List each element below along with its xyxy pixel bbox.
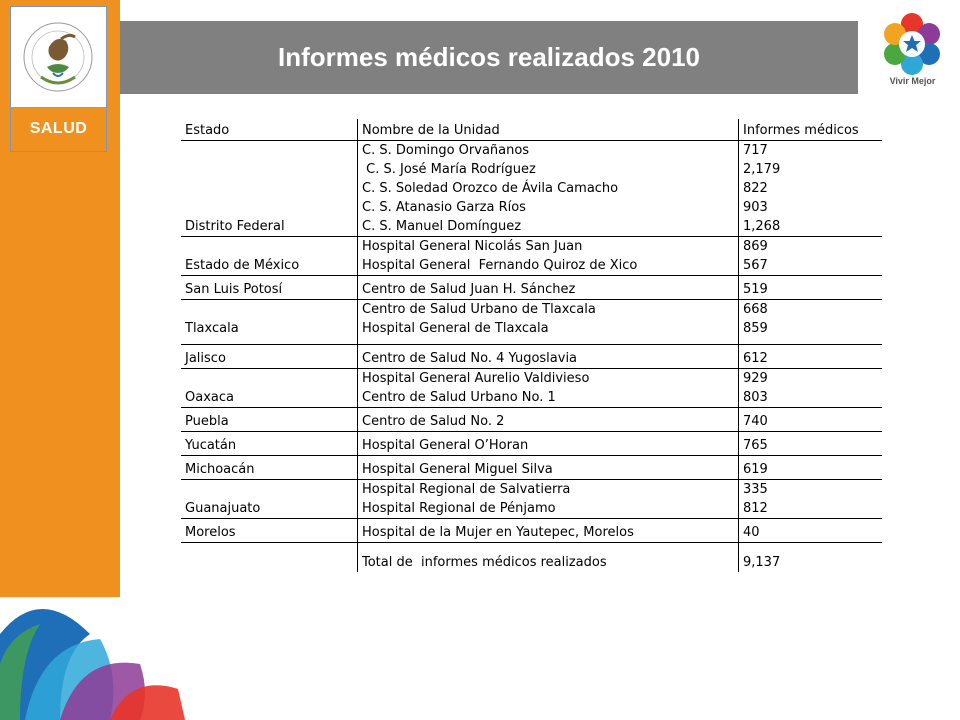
cell-informes <box>739 519 883 543</box>
table-row <box>181 237 882 276</box>
unidad-name: C. S. José María Rodríguez <box>362 162 536 177</box>
cell-unidades <box>358 519 739 543</box>
informe-value: 619 <box>743 462 768 477</box>
cell-unidades <box>358 237 739 276</box>
salud-label: SALUD <box>29 120 88 137</box>
informe-value: 519 <box>743 282 768 297</box>
header-unidad: Nombre de la Unidad <box>358 119 739 141</box>
total-label: Total de informes médicos realizados <box>358 543 739 573</box>
unidad-name: Centro de Salud Urbano No. 1 <box>362 390 556 405</box>
table-row <box>181 480 882 519</box>
cell-informes <box>739 432 883 456</box>
cell-unidades <box>358 141 739 237</box>
informe-value: 765 <box>743 438 768 453</box>
cell-informes <box>739 408 883 432</box>
cell-estado: Jalisco <box>181 345 358 369</box>
unidad-name: C. S. Soledad Orozco de Ávila Camacho <box>362 181 619 196</box>
informe-value: 717 <box>743 143 768 158</box>
cell-unidades <box>358 345 739 369</box>
cell-estado: Guanajuato <box>181 480 358 519</box>
cell-estado: Morelos <box>181 519 358 543</box>
cell-unidades <box>358 300 739 345</box>
unidad-name: Hospital General O’Horan <box>362 438 529 453</box>
title-banner <box>120 21 858 94</box>
table-row <box>181 369 882 408</box>
unidad-name: Centro de Salud No. 2 <box>362 414 505 429</box>
total-row <box>181 543 882 573</box>
unidad-name: C. S. Domingo Orvañanos <box>362 143 530 158</box>
cell-estado: San Luis Potosí <box>181 276 358 300</box>
cell-informes <box>739 456 883 480</box>
cell-informes <box>739 141 883 237</box>
informe-value: 2,179 <box>743 162 781 177</box>
table-row <box>181 300 882 345</box>
informe-value: 40 <box>743 525 760 540</box>
vivir-mejor-logo-text: Vivir Mejor <box>889 76 936 86</box>
header-informes: Informes médicos <box>739 119 883 141</box>
informe-value: 335 <box>743 482 768 497</box>
unidad-name: Centro de Salud Urbano de Tlaxcala <box>362 302 596 317</box>
crest-area <box>11 7 106 107</box>
mexico-coat-of-arms-icon <box>11 7 106 107</box>
informes-table <box>181 119 882 572</box>
table-row <box>181 345 882 369</box>
unidad-name: C. S. Manuel Domínguez <box>362 219 522 234</box>
unidad-name: Hospital General Fernando Quiroz de Xico <box>362 258 638 273</box>
unidad-name: Centro de Salud Juan H. Sánchez <box>362 282 576 297</box>
decorative-swirl <box>0 594 185 720</box>
cell-unidades <box>358 369 739 408</box>
table-row <box>181 432 882 456</box>
cell-estado: Tlaxcala <box>181 300 358 345</box>
informe-value: 612 <box>743 351 768 366</box>
total-empty-cell <box>181 543 358 573</box>
unidad-name: C. S. Atanasio Garza Ríos <box>362 200 526 215</box>
total-value: 9,137 <box>739 543 883 573</box>
informe-value: 668 <box>743 302 768 317</box>
cell-estado: Michoacán <box>181 456 358 480</box>
unidad-name: Hospital Regional de Salvatierra <box>362 482 571 497</box>
table-body <box>181 119 882 572</box>
informe-value: 903 <box>743 200 768 215</box>
cell-informes <box>739 237 883 276</box>
cell-informes <box>739 276 883 300</box>
informe-value: 567 <box>743 258 768 273</box>
cell-unidades <box>358 408 739 432</box>
unidad-name: Centro de Salud No. 4 Yugoslavia <box>362 351 578 366</box>
table-header-row <box>181 119 882 141</box>
table-row <box>181 276 882 300</box>
cell-estado: Puebla <box>181 408 358 432</box>
informe-value: 929 <box>743 371 768 386</box>
page-title: Informes médicos realizados 2010 <box>278 42 700 72</box>
informe-value: 859 <box>743 321 768 336</box>
table-row <box>181 408 882 432</box>
header-estado: Estado <box>181 119 358 141</box>
unidad-name: Hospital de la Mujer en Yautepec, Morelos <box>362 525 634 540</box>
cell-unidades <box>358 480 739 519</box>
cell-informes <box>739 369 883 408</box>
unidad-name: Hospital Regional de Pénjamo <box>362 501 556 516</box>
cell-informes <box>739 480 883 519</box>
cell-unidades <box>358 456 739 480</box>
unidad-name: Hospital General Miguel Silva <box>362 462 553 477</box>
informe-value: 740 <box>743 414 768 429</box>
cell-informes <box>739 300 883 345</box>
cell-estado: Estado de México <box>181 237 358 276</box>
informe-value: 812 <box>743 501 768 516</box>
cell-estado: Oaxaca <box>181 369 358 408</box>
cell-unidades <box>358 276 739 300</box>
salud-logo <box>10 6 107 152</box>
informe-value: 869 <box>743 239 768 254</box>
unidad-name: Hospital General de Tlaxcala <box>362 321 549 336</box>
cell-estado: Yucatán <box>181 432 358 456</box>
table-row <box>181 519 882 543</box>
informe-value: 803 <box>743 390 768 405</box>
informe-value: 822 <box>743 181 768 196</box>
table-row <box>181 456 882 480</box>
cell-informes <box>739 345 883 369</box>
cell-unidades <box>358 432 739 456</box>
cell-estado: Distrito Federal <box>181 141 358 237</box>
unidad-name: Hospital General Nicolás San Juan <box>362 239 583 254</box>
informe-value: 1,268 <box>743 219 781 234</box>
unidad-name: Hospital General Aurelio Valdivieso <box>362 371 590 386</box>
salud-badge <box>11 107 106 151</box>
table-row <box>181 141 882 237</box>
